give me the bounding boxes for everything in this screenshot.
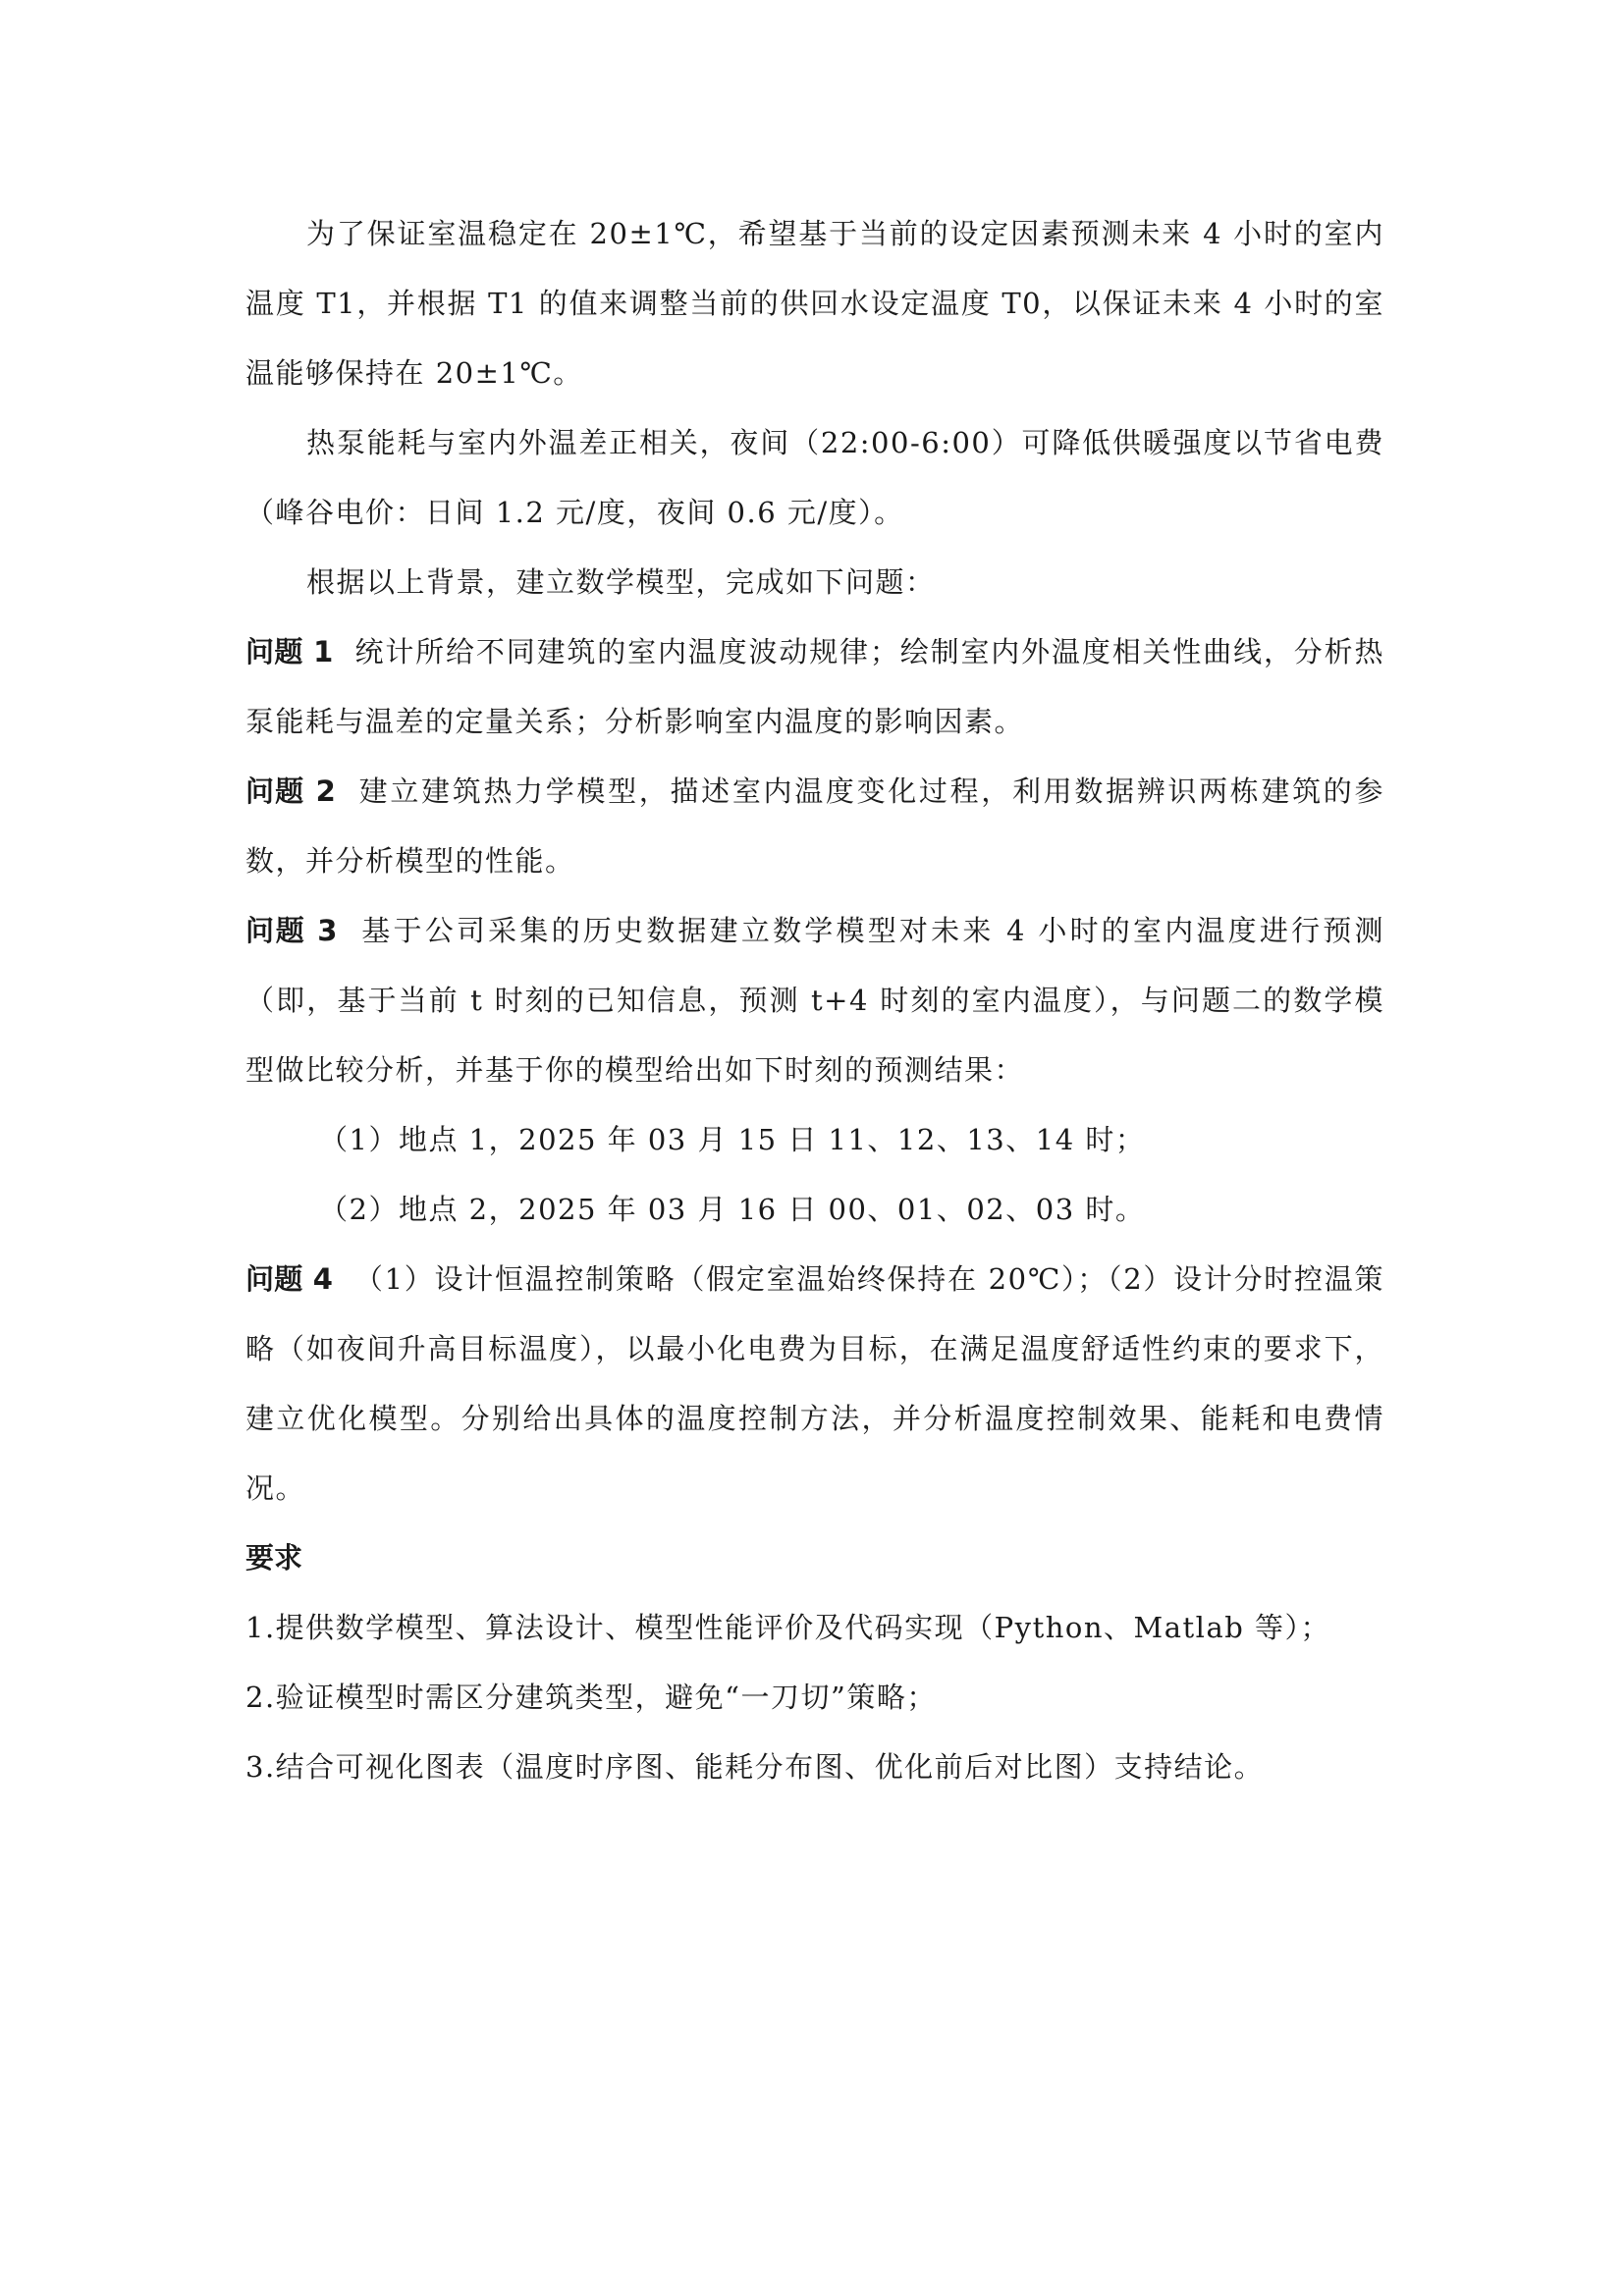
requirement-item-2: 2.验证模型时需区分建筑类型，避免“一刀切”策略； bbox=[245, 1681, 937, 1714]
question-2 bbox=[245, 757, 1384, 896]
background-paragraph-3: 根据以上背景，建立数学模型，完成如下问题： bbox=[306, 565, 936, 599]
question-3-label: 问题 3 bbox=[245, 914, 338, 947]
question-1-label: 问题 1 bbox=[245, 635, 334, 668]
requirements-heading: 要求 bbox=[245, 1541, 303, 1575]
question-3-text: 基于公司采集的历史数据建立数学模型对未来 4 小时的室内温度进行预测（即，基于当前 t 时刻的已知信息，预测 t+4 时刻的室内温度），与问题二的数学模型做比较分析，并基于你的模型给出如下时刻的预测结果： bbox=[245, 914, 1385, 1087]
question-4-label: 问题 4 bbox=[245, 1262, 333, 1296]
question-3 bbox=[245, 896, 1384, 1105]
background-paragraph-1: 为了保证室温稳定在 20±1℃，希望基于当前的设定因素预测未来 4 小时的室内温度 T1，并根据 T1 的值来调整当前的供回水设定温度 T0，以保证未来 4 小时的室温能够保持在 20±1℃。 bbox=[245, 217, 1384, 390]
question-1 bbox=[245, 617, 1384, 757]
question-2-text: 建立建筑热力学模型，描述室内温度变化过程，利用数据辨识两栋建筑的参数，并分析模型的性能。 bbox=[245, 774, 1384, 878]
question-1-text: 统计所给不同建筑的室内温度波动规律；绘制室内外温度相关性曲线，分析热泵能耗与温差的定量关系；分析影响室内温度的影响因素。 bbox=[245, 635, 1384, 738]
question-4-text: （1）设计恒温控制策略（假定室温始终保持在 20℃）；（2）设计分时控温策略（如夜间升高目标温度），以最小化电费为目标，在满足温度舒适性约束的要求下，建立优化模型。分别给出具体的温度控制方法，并分析温度控制效果、能耗和电费情况。 bbox=[245, 1262, 1385, 1505]
requirement-item-1: 1.提供数学模型、算法设计、模型性能评价及代码实现（Python、Matlab 等）； bbox=[245, 1611, 1331, 1644]
question-2-label: 问题 2 bbox=[245, 774, 336, 808]
question-3-item-2: （2）地点 2，2025 年 03 月 16 日 00、01、02、03 时。 bbox=[319, 1193, 1146, 1226]
requirement-item-3: 3.结合可视化图表（温度时序图、能耗分布图、优化前后对比图）支持结论。 bbox=[245, 1750, 1265, 1784]
question-3-item-1: （1）地点 1，2025 年 03 月 15 日 11、12、13、14 时； bbox=[319, 1123, 1146, 1156]
background-paragraph-2: 热泵能耗与室内外温差正相关，夜间（22:00-6:00）可降低供暖强度以节省电费（峰谷电价：日间 1.2 元/度，夜间 0.6 元/度）。 bbox=[245, 426, 1384, 529]
document-body bbox=[245, 199, 1384, 1802]
question-4 bbox=[245, 1245, 1384, 1523]
